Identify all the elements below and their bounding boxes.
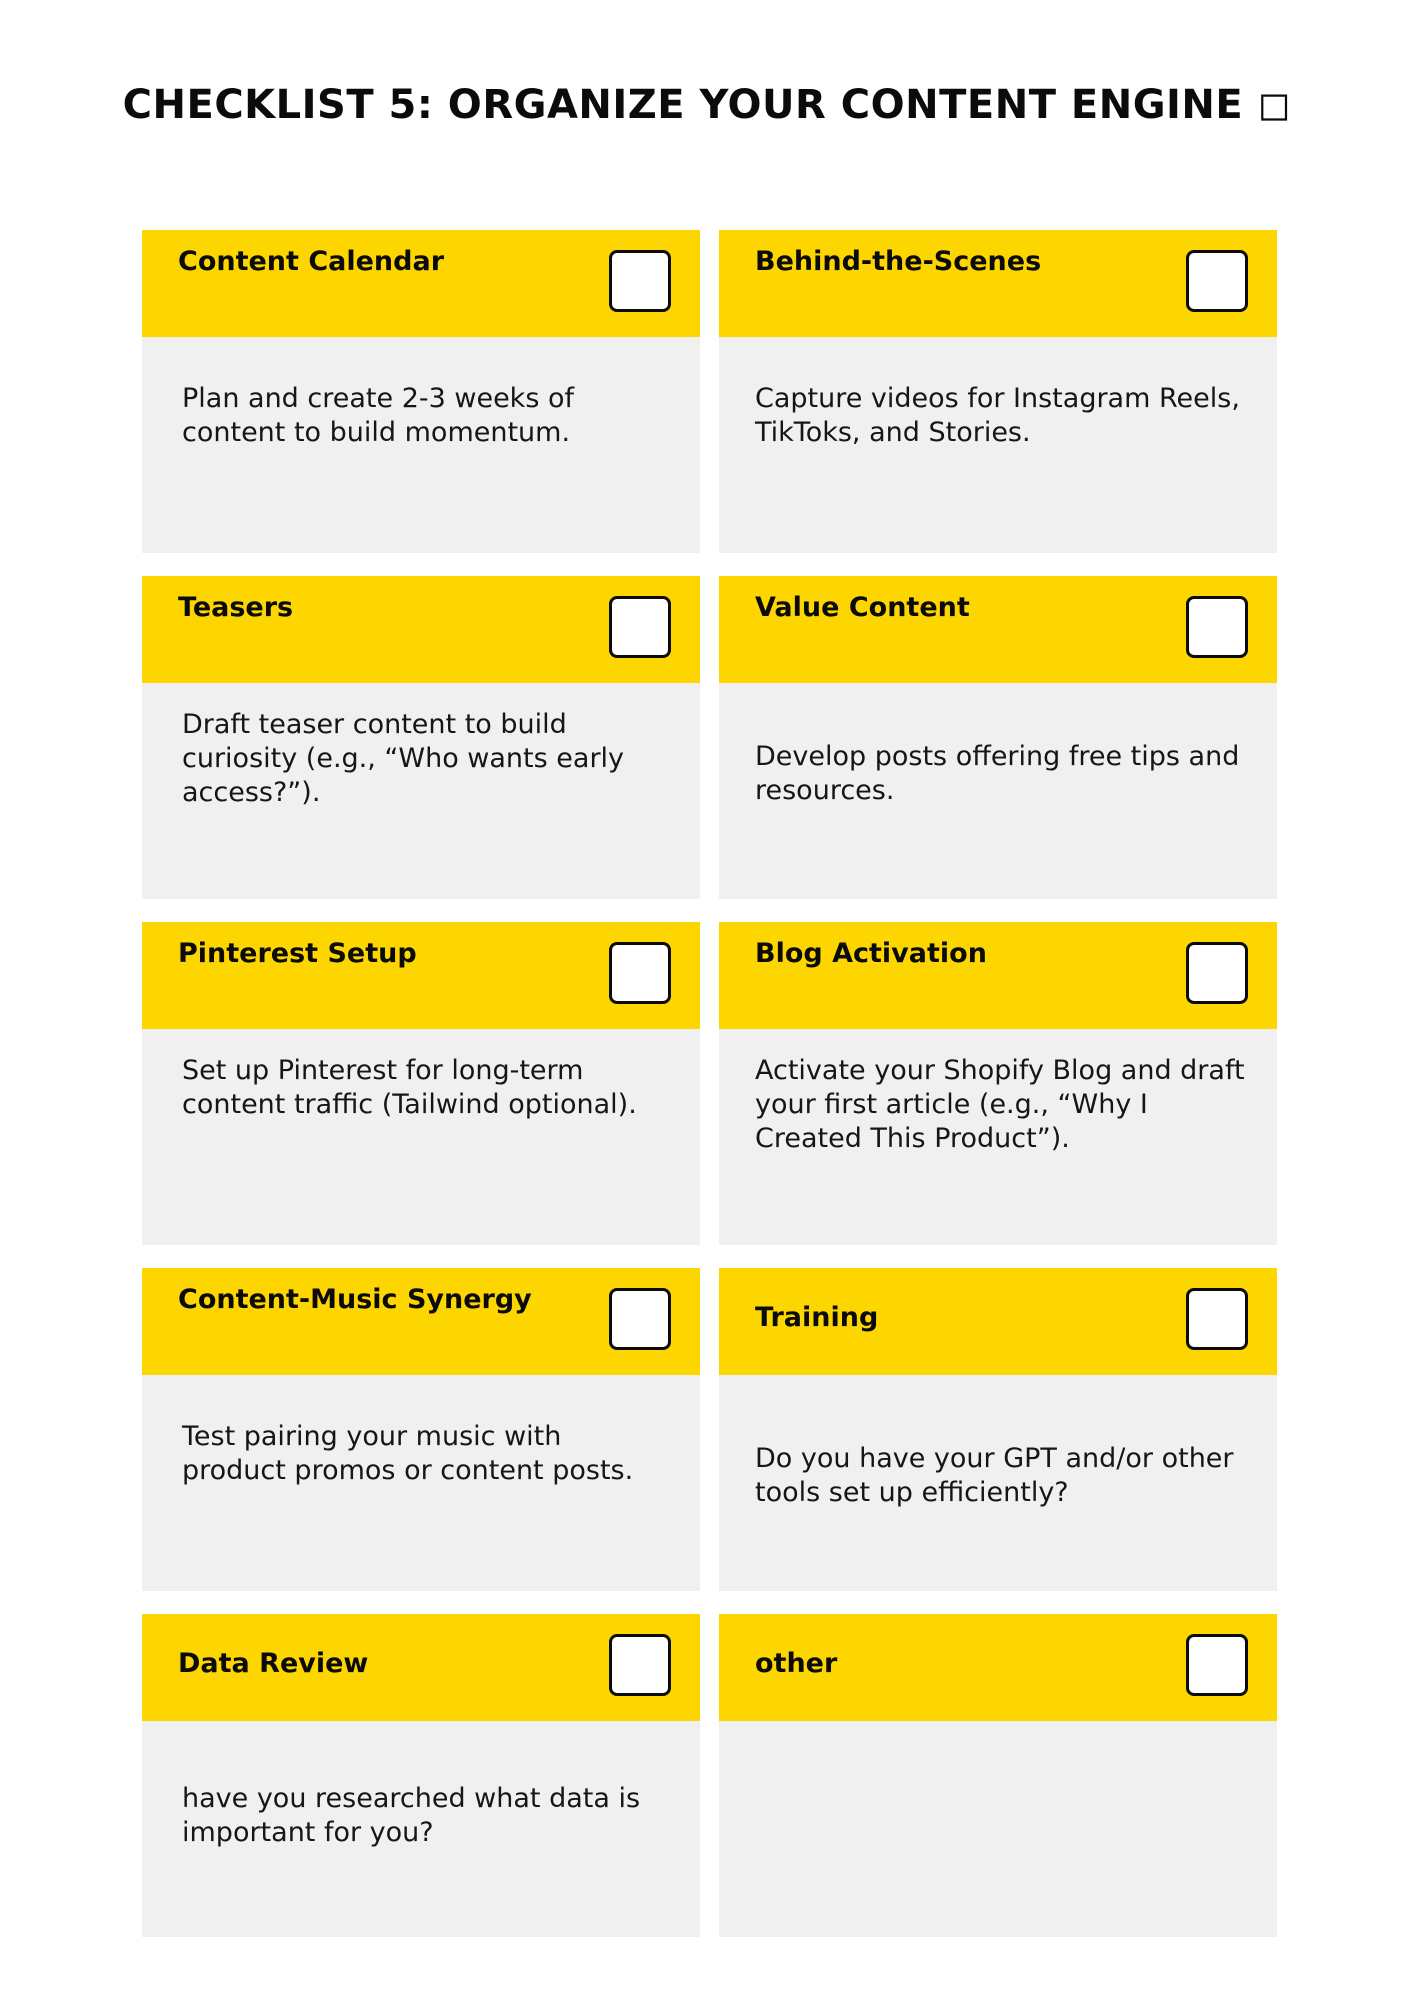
checkbox-content-calendar[interactable] <box>609 250 671 312</box>
card-content-calendar <box>142 230 700 553</box>
card-other <box>719 1614 1277 1937</box>
card-content-music-synergy <box>142 1268 700 1591</box>
card-description: Set up Pinterest for long-term content traffic (Tailwind optional). <box>182 1055 637 1120</box>
checkbox-value-content[interactable] <box>1186 596 1248 658</box>
card-description: Draft teaser content to build curiosity (e.g., “Who wants early access?”). <box>182 709 625 808</box>
card-blog-activation <box>719 922 1277 1245</box>
card-description: Do you have your GPT and/or other tools set up efficiently? <box>755 1443 1234 1508</box>
checkbox-teasers[interactable] <box>609 596 671 658</box>
card-title: Training <box>755 1302 879 1333</box>
card-header <box>719 230 1277 337</box>
checkbox-behind-the-scenes[interactable] <box>1186 250 1248 312</box>
card-data-review <box>142 1614 700 1937</box>
card-description: have you researched what data is important for you? <box>182 1783 641 1848</box>
card-header <box>719 1268 1277 1375</box>
card-pinterest-setup <box>142 922 700 1245</box>
card-description: Plan and create 2-3 weeks of content to build momentum. <box>182 383 574 448</box>
card-description: Test pairing your music with product promos or content posts. <box>182 1421 634 1486</box>
card-description: Develop posts offering free tips and resources. <box>755 741 1240 806</box>
card-header <box>142 230 700 337</box>
card-header <box>142 922 700 1029</box>
card-title: other <box>755 1648 838 1679</box>
card-header <box>142 1614 700 1721</box>
checkbox-training[interactable] <box>1186 1288 1248 1350</box>
card-title: Data Review <box>178 1648 369 1679</box>
card-description: Activate your Shopify Blog and draft your first article (e.g., “Why I Created This Product”). <box>755 1055 1245 1154</box>
card-header <box>719 1614 1277 1721</box>
card-header <box>719 922 1277 1029</box>
card-description: Capture videos for Instagram Reels, TikToks, and Stories. <box>755 383 1240 448</box>
card-title: Value Content <box>755 592 970 623</box>
card-behind-the-scenes <box>719 230 1277 553</box>
card-header <box>142 1268 700 1375</box>
card-title: Content Calendar <box>178 246 445 277</box>
card-training <box>719 1268 1277 1591</box>
checkbox-other[interactable] <box>1186 1634 1248 1696</box>
checkbox-blog-activation[interactable] <box>1186 942 1248 1004</box>
checkbox-content-music-synergy[interactable] <box>609 1288 671 1350</box>
card-header <box>719 576 1277 683</box>
card-header <box>142 576 700 683</box>
checkbox-pinterest-setup[interactable] <box>609 942 671 1004</box>
card-title: Teasers <box>178 592 294 623</box>
checkbox-data-review[interactable] <box>609 1634 671 1696</box>
card-title: Behind-the-Scenes <box>755 246 1042 277</box>
card-title: Blog Activation <box>755 938 987 969</box>
page-title: CHECKLIST 5: ORGANIZE YOUR CONTENT ENGINE ◻ <box>122 82 1292 128</box>
card-teasers <box>142 576 700 899</box>
card-title: Pinterest Setup <box>178 938 417 969</box>
card-value-content <box>719 576 1277 899</box>
card-title: Content-Music Synergy <box>178 1284 532 1315</box>
